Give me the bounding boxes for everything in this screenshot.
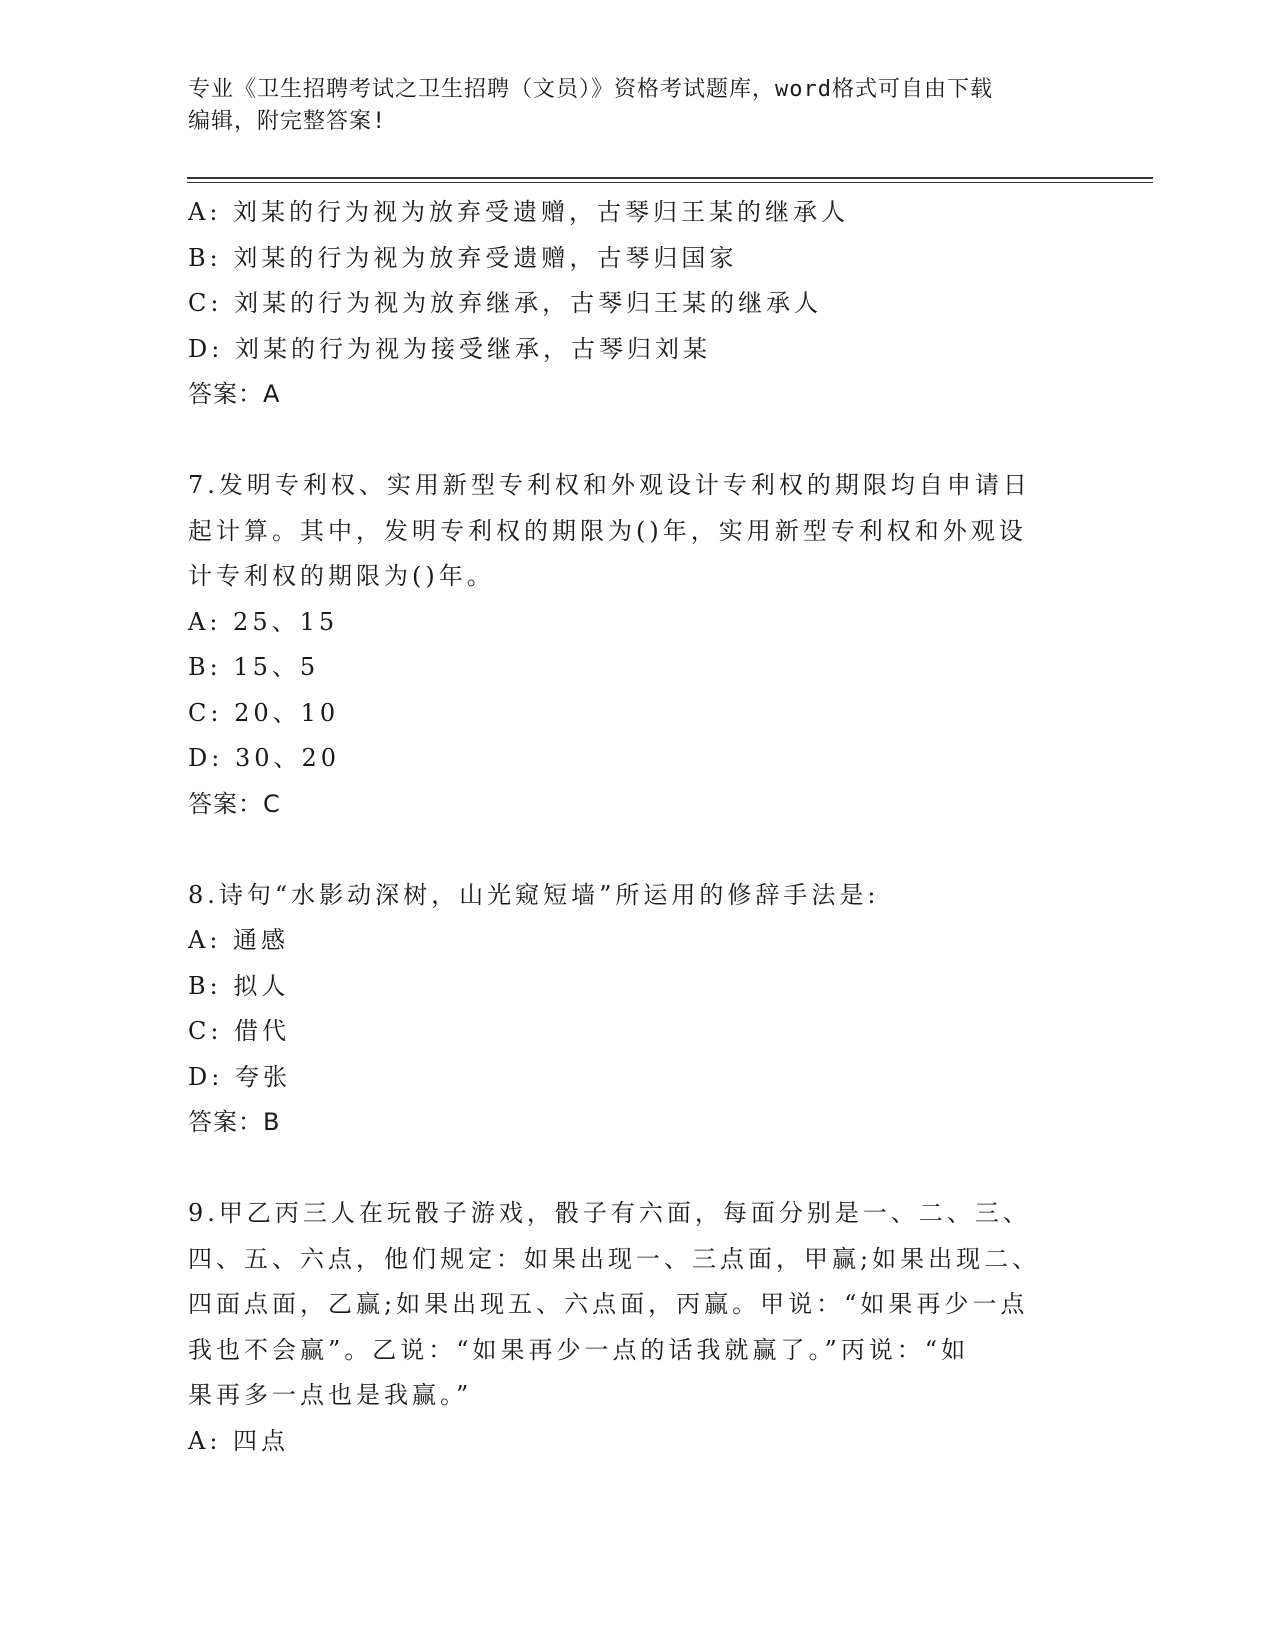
question-content [188, 190, 1068, 1464]
q7-option-d: D: 30、20 [188, 744, 341, 772]
q6-answer: 答案：A [188, 380, 281, 408]
q6-option-a: A: 刘某的行为视为放弃受遗赠，古琴归王某的继承人 [188, 198, 850, 226]
q6-option-b: B: 刘某的行为视为放弃受遗赠，古琴归国家 [188, 243, 738, 272]
q7-option-b: B: 15、5 [188, 653, 320, 681]
q9-option-a: A: 四点 [188, 1426, 290, 1455]
q8-option-c: C: 借代 [188, 1017, 291, 1045]
q9-stem-line-4: 我也不会赢”。乙说：“如果再少一点的话我就赢了。”丙说：“如 [188, 1335, 970, 1364]
q7-stem-line-1: 7.发明专利权、实用新型专利权和外观设计专利权的期限均自申请日 [188, 471, 1031, 499]
q8-option-d: D: 夸张 [188, 1062, 291, 1091]
header-divider-thick [187, 177, 1153, 179]
q9-stem-line-3: 四面点面，乙赢;如果出现五、六点面，丙赢。甲说：“如果再少一点 [188, 1290, 1029, 1318]
q7-stem-line-3: 计专利权的期限为()年。 [188, 562, 495, 590]
q9-stem-line-1: 9.甲乙丙三人在玩骰子游戏，骰子有六面，每面分别是一、二、三、 [188, 1199, 1031, 1227]
document-header [188, 74, 1068, 138]
q8-answer: 答案：B [188, 1108, 281, 1136]
header-line-1: 专业《卫生招聘考试之卫生招聘（文员）》资格考试题库，word格式可自由下载 [188, 77, 993, 102]
q6-option-d: D: 刘某的行为视为接受继承，古琴归刘某 [188, 334, 711, 363]
q7-option-c: C: 20、10 [188, 698, 340, 727]
spacer [188, 1146, 1068, 1192]
q8-stem-line-1: 8.诗句“水影动深树，山光窥短墙”所运用的修辞手法是: [188, 880, 880, 909]
q8-option-a: A: 通感 [188, 926, 290, 954]
header-divider-thin [187, 182, 1153, 183]
q9-stem-line-2: 四、五、六点，他们规定：如果出现一、三点面，甲赢;如果出现二、 [188, 1244, 1041, 1273]
q6-option-c: C: 刘某的行为视为放弃继承，古琴归王某的继承人 [188, 289, 823, 317]
header-line-2: 编辑，附完整答案! [188, 109, 387, 134]
spacer [188, 827, 1068, 873]
spacer [188, 418, 1068, 464]
q8-option-b: B: 拟人 [188, 971, 290, 1000]
q7-option-a: A: 25、15 [188, 607, 339, 636]
q9-stem-line-5: 果再多一点也是我赢。” [188, 1381, 473, 1409]
q7-answer: 答案：C [188, 789, 281, 818]
q7-stem-line-2: 起计算。其中，发明专利权的期限为()年，实用新型专利权和外观设 [188, 516, 1027, 545]
